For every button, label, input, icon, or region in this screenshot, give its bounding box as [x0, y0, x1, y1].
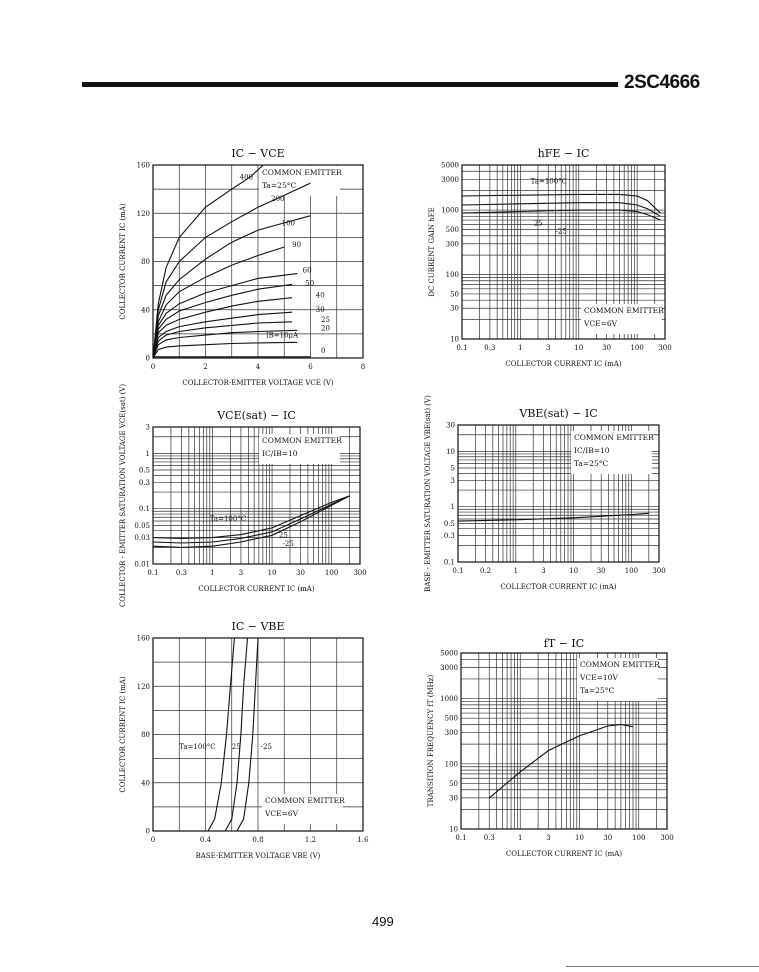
x-tick-label: 0.2	[480, 567, 492, 575]
series-label: 90	[292, 241, 302, 250]
series-line	[458, 513, 649, 521]
y-tick-label: 300	[445, 240, 459, 249]
y-tick-label: 160	[136, 161, 150, 170]
x-tick-label: 1	[210, 569, 215, 577]
x-tick-label: 300	[660, 834, 674, 842]
x-tick-label: 2	[203, 363, 208, 371]
chart-hfe-ic	[428, 147, 672, 368]
x-tick-label: 0.4	[199, 836, 212, 844]
y-tick-label: 40	[141, 306, 150, 315]
y-tick-label: 5	[450, 464, 455, 473]
chart-vcesat-ic	[119, 384, 367, 608]
x-tick-label: 30	[596, 567, 606, 575]
series-line	[153, 496, 350, 548]
y-tick-label: 3	[450, 476, 455, 485]
series-line	[153, 247, 284, 358]
chart-note: COMMON EMITTER	[262, 168, 342, 177]
series-label: -25	[555, 227, 567, 236]
y-tick-label: 80	[141, 731, 150, 739]
x-tick-label: 0.1	[147, 569, 159, 577]
series-label: 25	[278, 531, 288, 540]
x-tick-label: 1	[518, 834, 523, 842]
x-tick-label: 10	[575, 834, 584, 842]
y-tick-label: 120	[136, 209, 150, 218]
series-line	[153, 342, 297, 358]
series-label: 0	[321, 347, 326, 356]
series-label: -25	[260, 742, 272, 751]
y-tick-label: 5000	[441, 161, 459, 170]
series-label: Ta=100°C	[179, 742, 216, 751]
series-label: 25	[533, 219, 543, 228]
x-tick-label: 0.3	[484, 344, 496, 352]
y-tick-label: 0.03	[134, 534, 150, 543]
y-tick-label: 0	[145, 354, 150, 363]
y-tick-label: 1000	[440, 695, 458, 704]
y-axis-label: COLLECTOR CURRENT IC (mA)	[119, 203, 127, 320]
y-tick-label: 0.1	[138, 505, 150, 514]
y-axis-label: COLLECTOR - EMITTER SATURATION VOLTAGE VCE(sat) (V)	[119, 383, 127, 608]
series-label: 100	[281, 219, 295, 228]
y-tick-label: 0.3	[138, 478, 150, 487]
y-tick-label: 0.01	[134, 560, 150, 569]
y-tick-label: 500	[444, 714, 458, 723]
page-number: 499	[372, 914, 394, 929]
chart-title: IC − VBE	[231, 620, 285, 633]
chart-title: VBE(sat) − IC	[519, 407, 598, 420]
x-axis-label: BASE-EMITTER VOLTAGE VBE (V)	[195, 852, 321, 860]
y-tick-label: 120	[136, 682, 150, 691]
x-tick-label: 3	[546, 344, 551, 352]
x-tick-label: 30	[602, 344, 612, 352]
y-tick-label: 1	[145, 449, 150, 458]
x-tick-label: 30	[296, 569, 305, 577]
x-tick-label: 3	[546, 834, 551, 842]
chart-note: COMMON EMITTER	[580, 660, 660, 669]
chart-note: VCE=6V	[265, 809, 299, 818]
y-tick-label: 3000	[441, 175, 459, 184]
x-tick-label: 300	[658, 344, 672, 352]
x-tick-label: 1.6	[357, 836, 369, 844]
y-tick-label: 80	[141, 258, 150, 266]
series-line	[153, 322, 292, 358]
y-tick-label: 1	[450, 503, 455, 512]
series-label: 60	[302, 266, 312, 275]
x-tick-label: 0.8	[252, 836, 264, 844]
y-tick-label: 5000	[440, 649, 458, 658]
y-tick-label: 3000	[440, 663, 458, 672]
chart-note: Ta=25°C	[262, 181, 297, 190]
y-tick-label: 500	[445, 225, 459, 234]
x-tick-label: 0	[150, 363, 156, 371]
x-tick-label: 0.3	[175, 569, 187, 577]
x-tick-label: 0.1	[456, 344, 468, 352]
x-tick-label: 10	[569, 567, 579, 575]
y-tick-label: 0.3	[443, 532, 455, 541]
y-tick-label: 50	[449, 779, 458, 788]
x-tick-label: 300	[652, 567, 666, 575]
series-label: 40	[315, 291, 325, 300]
chart-title: VCE(sat) − IC	[217, 409, 296, 422]
x-tick-label: 3	[238, 569, 244, 577]
x-axis-label: COLLECTOR CURRENT IC (mA)	[198, 585, 315, 593]
series-line	[153, 298, 292, 358]
y-tick-label: 30	[450, 304, 459, 313]
y-tick-label: 10	[449, 825, 458, 834]
y-tick-label: 40	[141, 779, 150, 788]
x-tick-label: 100	[324, 569, 339, 577]
x-tick-label: 30	[603, 834, 613, 842]
y-tick-label: 0.5	[138, 466, 150, 475]
y-tick-label: 1000	[441, 206, 459, 215]
x-tick-label: 1	[513, 567, 519, 575]
chart-note: COMMON EMITTER	[262, 436, 342, 445]
series-label: 20	[321, 324, 330, 333]
series-line	[153, 284, 292, 358]
y-axis-label: DC CURRENT GAIN hFE	[428, 207, 436, 297]
x-tick-label: 0.3	[483, 834, 495, 842]
chart-note: IC/IB=10	[574, 446, 610, 455]
chart-ft-ic	[427, 637, 674, 858]
y-tick-label: 160	[136, 634, 150, 643]
series-label: Ta=100°C	[209, 514, 247, 523]
y-tick-label: 0.05	[134, 521, 150, 530]
series-line	[153, 496, 350, 543]
chart-note: Ta=25°C	[574, 459, 609, 468]
series-label: 50	[305, 279, 315, 288]
chart-vbesat-ic	[424, 395, 666, 592]
y-tick-label: 100	[445, 271, 459, 280]
x-tick-label: 3	[541, 567, 546, 575]
x-axis-label: COLLECTOR CURRENT IC (mA)	[505, 360, 622, 368]
chart-note: COMMON EMITTER	[574, 433, 654, 442]
chart-ic-vbe	[119, 620, 369, 860]
series-label: 200	[271, 195, 285, 204]
y-tick-label: 0	[145, 827, 150, 836]
x-tick-label: 10	[574, 344, 584, 352]
part-number: 2SC4666	[624, 72, 700, 93]
chart-title: IC − VCE	[231, 147, 285, 160]
chart-note: IC/IB=10	[262, 449, 298, 458]
chart-note: COMMON EMITTER	[265, 796, 345, 805]
x-tick-label: 10	[267, 569, 277, 577]
series-label: 30	[315, 306, 325, 315]
y-tick-label: 30	[449, 794, 458, 803]
y-tick-label: 50	[450, 290, 459, 299]
y-tick-label: 3	[145, 423, 150, 432]
x-tick-label: 100	[624, 567, 639, 575]
x-tick-label: 0.1	[452, 567, 464, 575]
y-tick-label: 300	[444, 729, 458, 738]
series-label: 25	[231, 742, 241, 751]
x-tick-label: 1	[518, 344, 523, 352]
y-tick-label: 0.1	[443, 558, 455, 567]
chart-note: Ta=25°C	[580, 686, 615, 695]
chart-title: hFE − IC	[537, 147, 590, 160]
x-axis-label: COLLECTOR CURRENT IC (mA)	[500, 583, 617, 591]
series-label: 400	[239, 173, 253, 182]
x-tick-label: 8	[360, 363, 366, 371]
y-tick-label: 100	[444, 760, 458, 769]
x-tick-label: 100	[632, 834, 646, 842]
series-label: -25	[282, 540, 294, 549]
chart-note: VCE=6V	[584, 319, 618, 328]
series-label: IB=10μA	[265, 331, 299, 340]
y-axis-label: BASE - EMITTER SATURATION VOLTAGE VBE(sat) (V)	[424, 395, 432, 592]
x-tick-label: 300	[353, 569, 367, 577]
x-axis-label: COLLECTOR-EMITTER VOLTAGE VCE (V)	[182, 379, 334, 387]
chart-ic-vce	[119, 147, 365, 387]
chart-note: VCE=10V	[580, 673, 618, 682]
series-label: 25	[321, 315, 330, 324]
y-axis-label: TRANSITION FREQUENCY fT (MHz)	[427, 674, 435, 808]
y-tick-label: 0.5	[443, 519, 455, 528]
y-tick-label: 10	[450, 335, 459, 344]
x-tick-label: 0.1	[455, 834, 467, 842]
x-axis-label: COLLECTOR CURRENT IC (mA)	[505, 850, 623, 858]
x-tick-label: 4	[255, 363, 261, 371]
chart-title: fT − IC	[543, 637, 585, 650]
x-tick-label: 1.2	[304, 836, 317, 844]
series-label: Ta=100°C	[530, 177, 568, 186]
footer-rule	[566, 966, 759, 967]
chart-note: COMMON EMITTER	[584, 306, 664, 315]
x-tick-label: 6	[308, 363, 313, 371]
y-tick-label: 30	[446, 421, 455, 430]
x-tick-label: 0	[150, 836, 156, 844]
y-tick-label: 10	[446, 447, 455, 456]
y-axis-label: COLLECTOR CURRENT IC (mA)	[119, 676, 127, 793]
x-tick-label: 100	[630, 344, 644, 352]
